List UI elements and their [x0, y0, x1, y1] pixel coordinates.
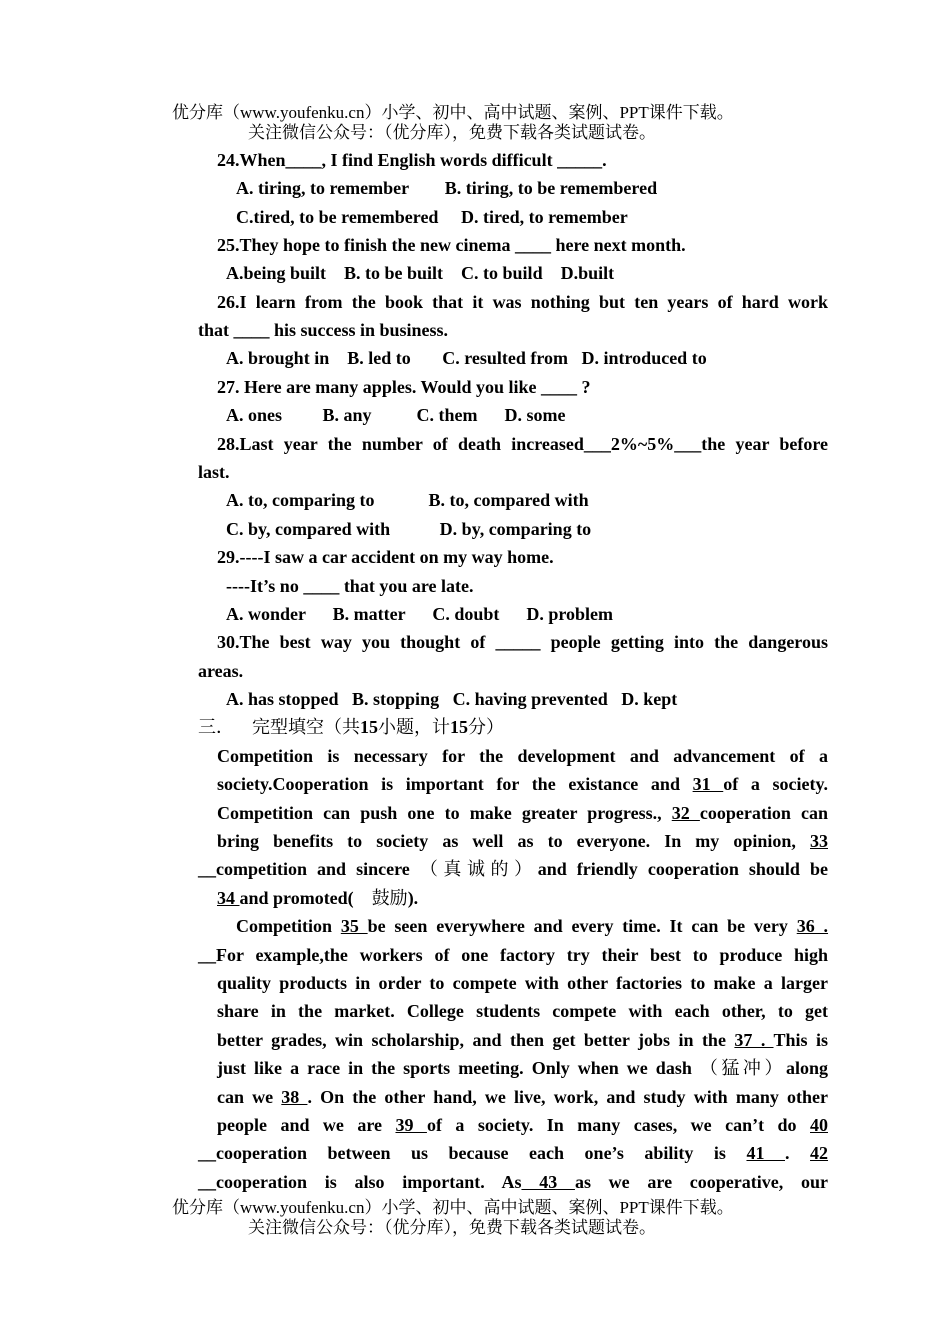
question-25-stem: 25.They hope to finish the new cinema ____ here next month.	[217, 235, 686, 255]
blank-37: 37 .	[734, 1030, 774, 1050]
question-30-stem-1: 30.The best way you thought of _____ people getting into the dangerous	[217, 632, 828, 652]
passage-p2-line-10: __cooperation is also important. As 43 as we are cooperative, our	[198, 1172, 828, 1192]
blank-42-continued: __	[198, 1172, 216, 1192]
passage-p1-line-2: society.Cooperation is important for the existance and 31 of a society.	[217, 774, 829, 794]
question-26-options: A. brought in B. led to C. resulted from D. introduced to	[226, 348, 707, 368]
question-28-stem-1: 28.Last year the number of death increased___2%~5%___the year before	[217, 434, 828, 454]
question-27-stem: 27. Here are many apples. Would you like ____ ?	[217, 377, 591, 397]
section-title-mid: 小题，计	[378, 717, 450, 737]
question-24-options-2: C.tired, to be remembered D. tired, to remember	[236, 207, 628, 227]
section-points: 15	[450, 717, 468, 737]
blank-40-continued: __	[198, 1143, 216, 1163]
passage-p1-line-5: __competition and sincere （真诚的）and friendly cooperation should be	[198, 859, 829, 879]
page-header	[0, 103, 950, 143]
blank-33: 33	[810, 831, 828, 851]
blank-31: 31	[692, 774, 724, 794]
section-count: 15	[360, 717, 378, 737]
question-26-stem-1: 26.I learn from the book that it was nothing but ten years of hard work	[217, 292, 828, 312]
question-24-options-1: A. tiring, to remember B. tiring, to be remembered	[236, 178, 658, 198]
passage-p2-line-8: people and we are 39 of a society. In many cases, we can’t do 40	[217, 1115, 828, 1135]
blank-35: 35	[340, 916, 368, 936]
footer-line-2: 关注微信公众号：（优分库），免费下载各类试题试卷。	[248, 1218, 656, 1237]
page-footer	[0, 1198, 950, 1238]
question-27-options: A. ones B. any C. them D. some	[226, 405, 566, 425]
question-29-options: A. wonder B. matter C. doubt D. problem	[226, 604, 614, 624]
passage-p2-line-3: quality products in order to compete with other factories to make a larger	[217, 973, 828, 993]
question-29-stem-1: 29.----I saw a car accident on my way home.	[217, 547, 554, 567]
blank-40: 40	[810, 1115, 828, 1135]
passage-p1-line-3: Competition can push one to make greater progress., 32 cooperation can	[217, 803, 828, 823]
blank-43: 43	[521, 1172, 575, 1192]
blank-41: 41	[746, 1143, 785, 1163]
passage-p2-line-4: share in the market. College students compete with each other, to get	[217, 1001, 828, 1021]
section-number: 三．	[198, 717, 234, 737]
passage-p2-line-6: just like a race in the sports meeting. Only when we dash （猛冲）along	[217, 1058, 829, 1078]
passage-p2-line-1: Competition 35 be seen everywhere and every time. It can be very 36 .	[236, 916, 829, 936]
question-26-stem-2: that ____ his success in business.	[198, 320, 449, 340]
section-title-post: 分）	[468, 717, 504, 737]
question-30-stem-2: areas.	[198, 661, 244, 681]
question-28-options-2: C. by, compared with D. by, comparing to	[226, 519, 592, 539]
blank-32: 32	[671, 803, 700, 823]
blank-33-continued: __	[198, 859, 216, 879]
question-29-stem-2: ----It’s no ____ that you are late.	[226, 576, 474, 596]
section-heading	[198, 713, 504, 741]
blank-36: 36 .	[796, 916, 829, 936]
question-25-options: A.being built B. to be built C. to build D.built	[226, 263, 615, 283]
passage-p2-line-5: better grades, win scholarship, and then get better jobs in the 37 . This is	[217, 1030, 829, 1050]
section-title-pre: 完型填空（共	[252, 717, 360, 737]
blank-42: 42	[810, 1143, 829, 1163]
blank-38: 38	[281, 1087, 308, 1107]
question-30-options: A. has stopped B. stopping C. having prevented D. kept	[226, 689, 678, 709]
blank-34: 34	[217, 888, 240, 908]
question-24-stem: 24.When____, I find English words difficult _____.	[217, 150, 607, 170]
passage-p2-line-9: __cooperation between us because each one’s ability is 41 . 42	[198, 1143, 829, 1163]
header-line-1: 优分库（www.youfenku.cn）小学、初中、高中试题、案例、PPT课件下载。	[172, 103, 734, 122]
passage-p1-line-6: 34 and promoted( 鼓励).	[217, 888, 419, 908]
passage-p1-line-4: bring benefits to society as well as to everyone. In my opinion, 33	[217, 831, 828, 851]
question-28-stem-2: last.	[198, 462, 230, 482]
passage-p1-line-1: Competition is necessary for the development and advancement of a	[217, 746, 828, 766]
blank-39: 39	[395, 1115, 427, 1135]
header-line-2: 关注微信公众号：（优分库），免费下载各类试题试卷。	[248, 123, 656, 142]
passage-p2-line-2: __For example,the workers of one factory try their best to produce high	[198, 945, 828, 965]
passage-p2-line-7: can we 38 . On the other hand, we live, work, and study with many other	[217, 1087, 828, 1107]
blank-36-continued: __	[198, 945, 216, 965]
question-28-options-1: A. to, comparing to B. to, compared with	[226, 490, 589, 510]
footer-line-1: 优分库（www.youfenku.cn）小学、初中、高中试题、案例、PPT课件下载。	[172, 1198, 734, 1217]
